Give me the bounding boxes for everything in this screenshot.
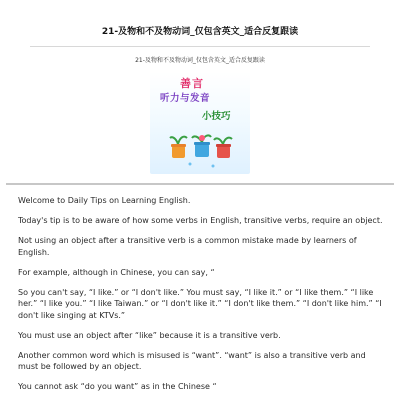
paragraph: You must use an object after “like” because it is a transitive verb. xyxy=(18,330,281,340)
paragraph: For example, although in Chinese, you can say, “ xyxy=(18,267,215,277)
cover-title-line1: 善言 xyxy=(180,77,204,90)
article-body xyxy=(18,195,388,401)
title-divider xyxy=(30,46,370,47)
cover-image xyxy=(150,72,250,174)
paragraph: Another common word which is misused is “want”. “want” is also a transitive verb and must be followed by an object. xyxy=(18,350,366,371)
document-subtitle: 21-及物和不及物动词_仅包含英文_适合反复跟读 xyxy=(135,57,265,64)
potted-plants-illustration xyxy=(168,132,238,174)
cover-title-line2: 听力与发音 xyxy=(160,93,211,104)
paragraph: So you can't say, “I like.” or “I don't like.” You must say, “I like it.” or “I like them.” “I like her.” “I like you.” “I like Taiwan.” or “I don't like it.” “I don't like them.” “I don't like him.” “I don't like singing at KTVs.” xyxy=(18,287,382,320)
content-divider xyxy=(6,183,394,185)
paragraph: Welcome to Daily Tips on Learning English. xyxy=(18,196,191,205)
document-title: 21-及物和不及物动词_仅包含英文_适合反复跟读 xyxy=(101,27,299,37)
paragraph: Not using an object after a transitive verb is a common mistake made by learners of English. xyxy=(18,236,357,257)
paragraph: You cannot ask “do you want” as in the Chinese “ xyxy=(18,382,217,391)
cover-title-line3: 小技巧 xyxy=(202,111,231,122)
paragraph: Today's tip is to be aware of how some verbs in English, transitive verbs, require an object. xyxy=(18,216,383,225)
